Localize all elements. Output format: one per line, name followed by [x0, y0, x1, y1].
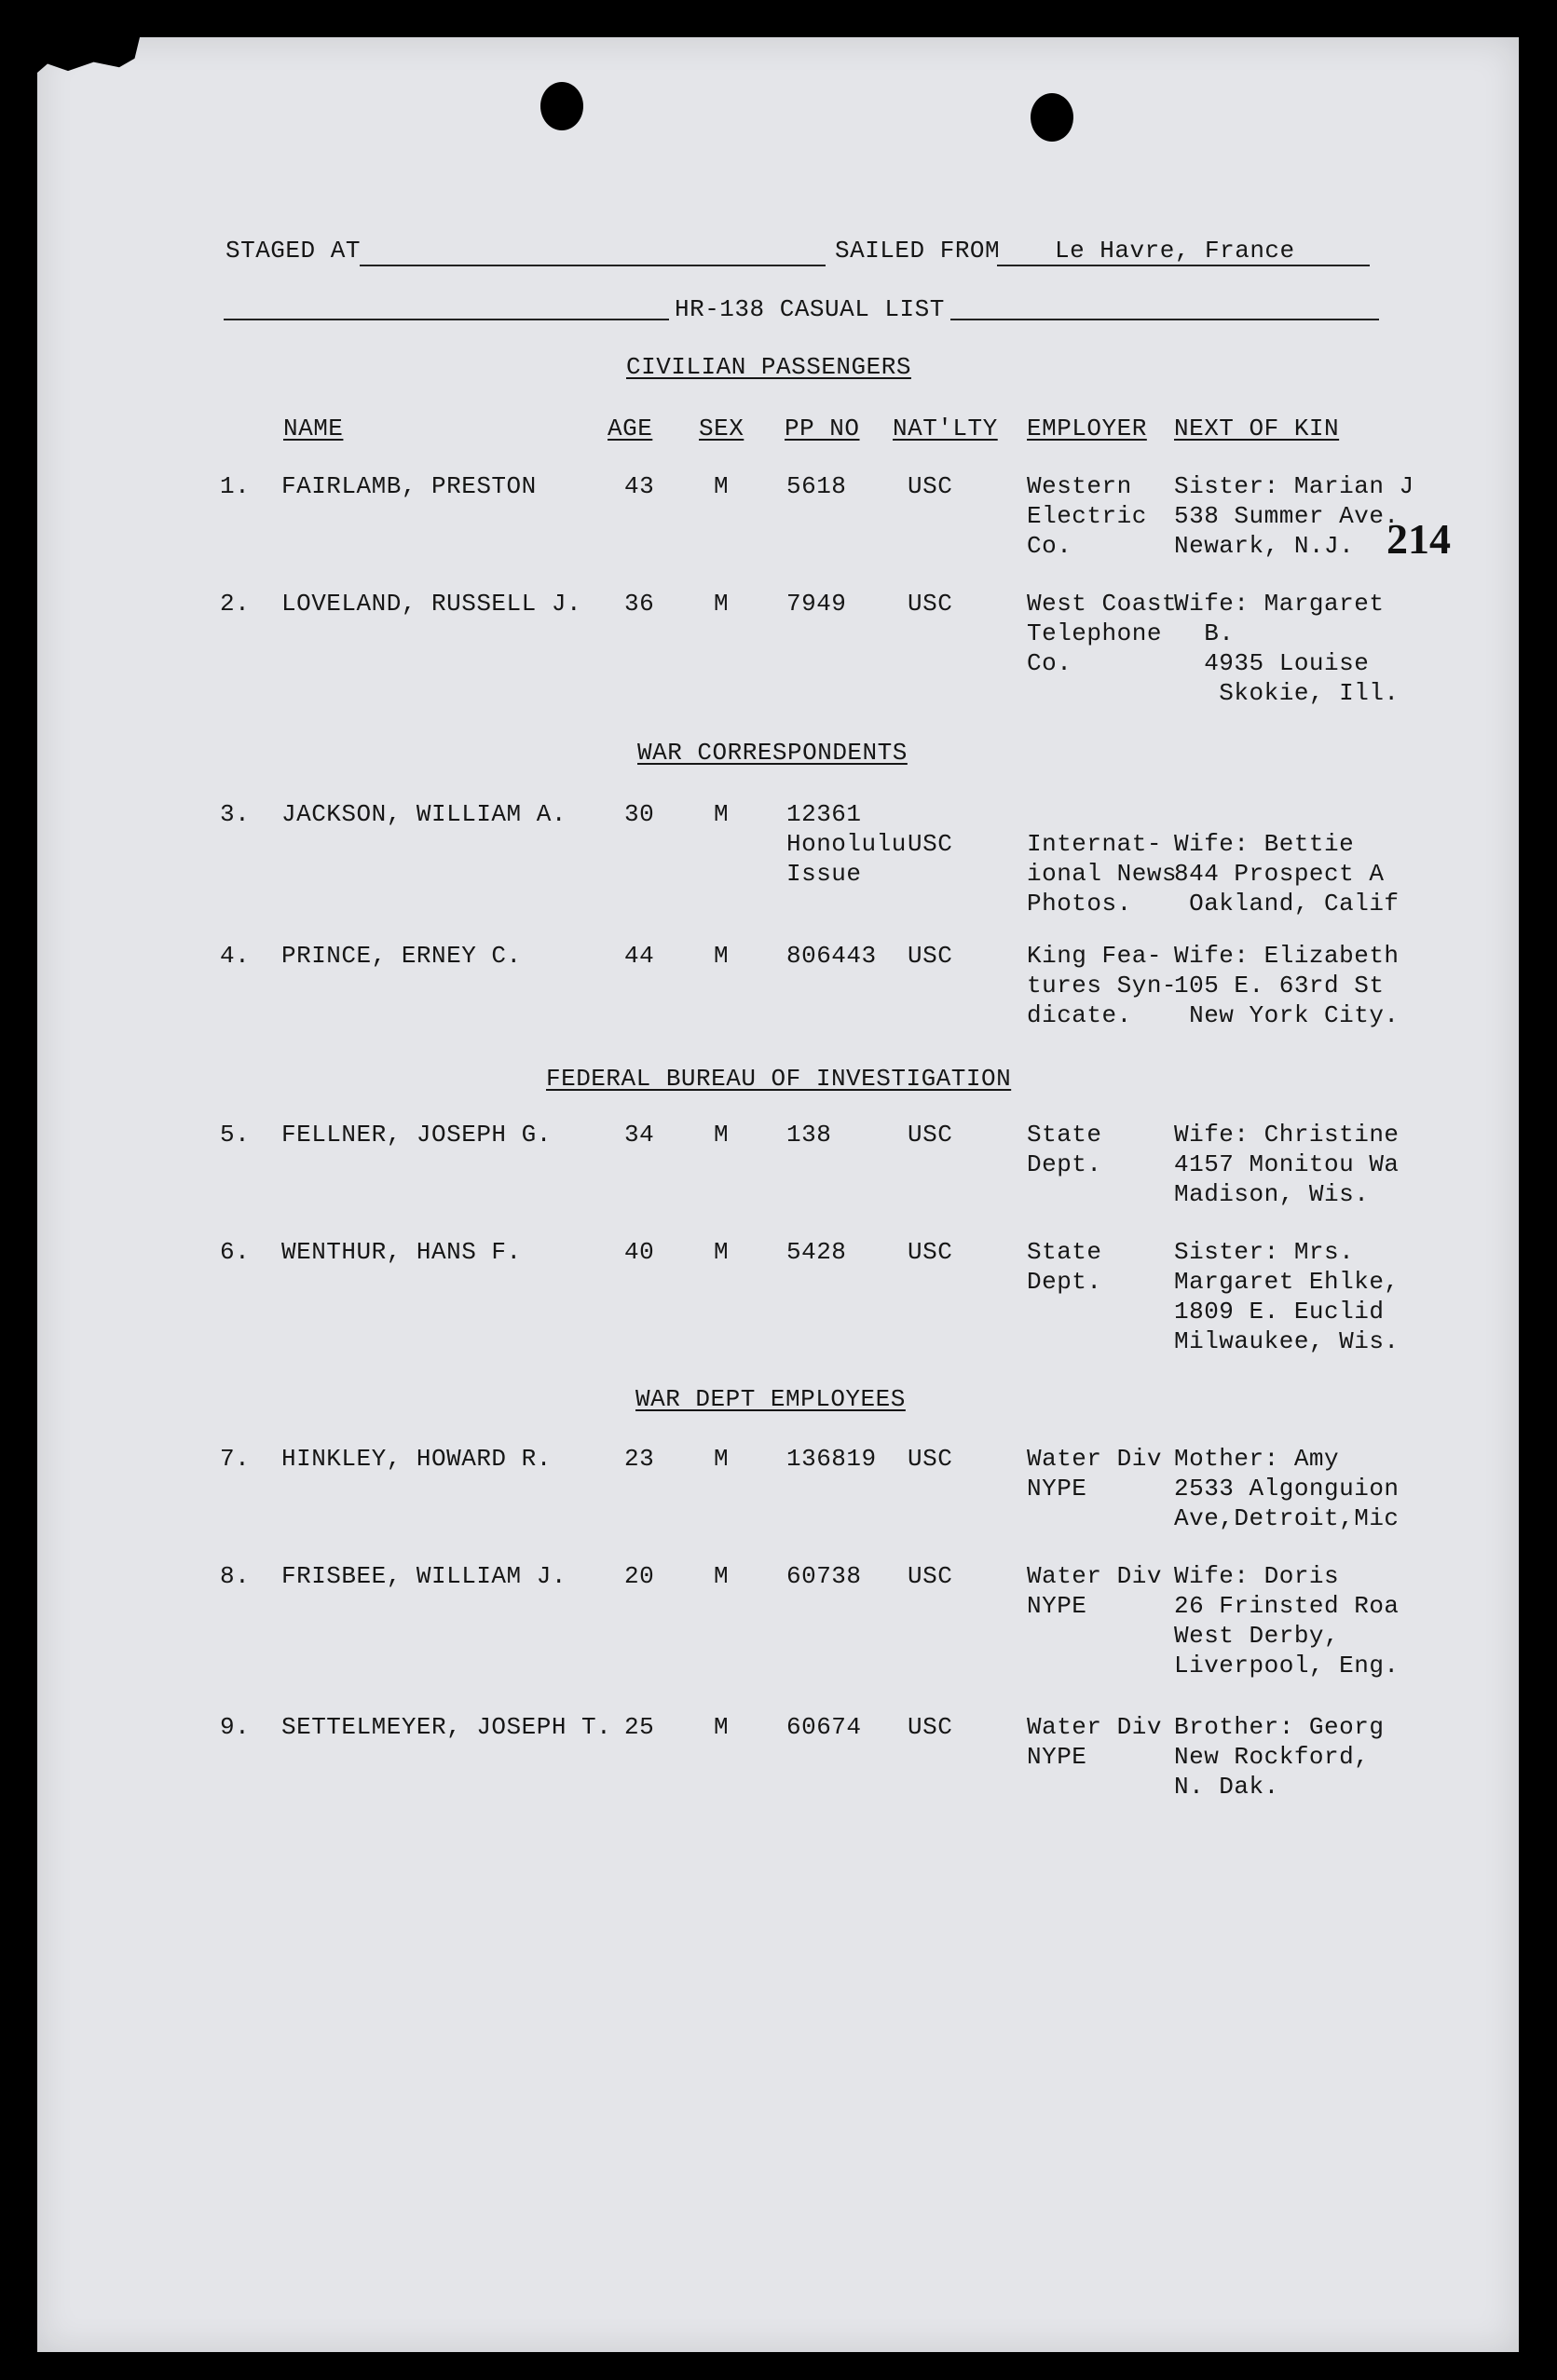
passenger-age: 30 — [624, 800, 655, 828]
passenger-name: LOVELAND, RUSSELL J. — [281, 590, 582, 618]
punch-hole-left — [540, 82, 583, 130]
nationality: USC — [908, 830, 953, 858]
row-number: 9. — [220, 1713, 251, 1741]
column-header-pp-no: PP NO — [785, 415, 860, 442]
next-of-kin: Wife: Elizabeth 105 E. 63rd St New York City. — [1174, 942, 1400, 1029]
row-number: 6. — [220, 1238, 251, 1266]
document-page — [37, 37, 1519, 2352]
nationality: USC — [908, 1713, 953, 1741]
employer: Water Div NYPE — [1027, 1713, 1162, 1771]
passenger-sex: M — [714, 1445, 730, 1473]
next-of-kin: Sister: Marian J 538 Summer Ave. Newark, N.J. — [1174, 472, 1414, 560]
passenger-age: 43 — [624, 472, 655, 500]
staged-at-blank-line — [360, 265, 826, 266]
passenger-age: 36 — [624, 590, 655, 618]
nationality: USC — [908, 590, 953, 618]
employer: King Fea- tures Syn- dicate. — [1027, 942, 1178, 1029]
section-title-war-correspondents: WAR CORRESPONDENTS — [637, 739, 908, 767]
passenger-name: FRISBEE, WILLIAM J. — [281, 1562, 567, 1590]
nationality: USC — [908, 472, 953, 500]
row-number: 4. — [220, 942, 251, 970]
employer: Western Electric Co. — [1027, 472, 1147, 560]
passenger-name: PRINCE, ERNEY C. — [281, 942, 522, 970]
row-number: 7. — [220, 1445, 251, 1473]
row-number: 1. — [220, 472, 251, 500]
column-header-age: AGE — [608, 415, 653, 442]
column-header-name: NAME — [283, 415, 344, 442]
passenger-name: SETTELMEYER, JOSEPH T. — [281, 1713, 612, 1741]
passport-number: 60738 — [786, 1562, 862, 1590]
next-of-kin: Brother: Georg New Rockford, N. Dak. — [1174, 1713, 1385, 1801]
section-title-civilian-passengers: CIVILIAN PASSENGERS — [626, 353, 911, 381]
passenger-age: 40 — [624, 1238, 655, 1266]
employer: State Dept. — [1027, 1121, 1102, 1178]
passenger-age: 44 — [624, 942, 655, 970]
torn-corner — [37, 37, 140, 73]
passport-number: 5618 — [786, 472, 847, 500]
employer: Internat- ional News Photos. — [1027, 830, 1178, 918]
passport-number: 60674 — [786, 1713, 862, 1741]
list-title: HR-138 CASUAL LIST — [669, 294, 950, 324]
passenger-sex: M — [714, 1562, 730, 1590]
employer: State Dept. — [1027, 1238, 1102, 1296]
column-header-sex: SEX — [699, 415, 744, 442]
next-of-kin: Wife: Margaret B. 4935 Louise Skokie, Ill. — [1174, 590, 1400, 707]
passport-number: 138 — [786, 1121, 832, 1149]
passenger-sex: M — [714, 1121, 730, 1149]
passport-number: 7949 — [786, 590, 847, 618]
passenger-sex: M — [714, 1238, 730, 1266]
passenger-name: FAIRLAMB, PRESTON — [281, 472, 537, 500]
passport-number: 136819 — [786, 1445, 877, 1473]
employer: West Coast Telephone Co. — [1027, 590, 1178, 677]
column-header-nationality: NAT'LTY — [893, 415, 998, 442]
row-number: 2. — [220, 590, 251, 618]
passenger-name: HINKLEY, HOWARD R. — [281, 1445, 552, 1473]
passport-number: 5428 — [786, 1238, 847, 1266]
passenger-age: 23 — [624, 1445, 655, 1473]
section-title-war-dept-employees: WAR DEPT EMPLOYEES — [635, 1385, 906, 1413]
passenger-sex: M — [714, 472, 730, 500]
passport-number: 806443 — [786, 942, 877, 970]
next-of-kin: Mother: Amy 2533 Algonguion Ave,Detroit,Mic — [1174, 1445, 1400, 1532]
passenger-age: 34 — [624, 1121, 655, 1149]
nationality: USC — [908, 1121, 953, 1149]
passenger-age: 20 — [624, 1562, 655, 1590]
passenger-sex: M — [714, 1713, 730, 1741]
employer: Water Div NYPE — [1027, 1562, 1162, 1620]
nationality: USC — [908, 1562, 953, 1590]
passenger-sex: M — [714, 590, 730, 618]
column-header-next-of-kin: NEXT OF KIN — [1174, 415, 1340, 442]
row-number: 5. — [220, 1121, 251, 1149]
next-of-kin: Wife: Christine 4157 Monitou Wa Madison, Wis. — [1174, 1121, 1400, 1208]
row-number: 8. — [220, 1562, 251, 1590]
punch-hole-right — [1031, 93, 1073, 142]
nationality: USC — [908, 942, 953, 970]
passenger-name: WENTHUR, HANS F. — [281, 1238, 522, 1266]
staged-at-label: STAGED AT — [225, 237, 361, 265]
passport-number: 12361 Honolulu Issue — [786, 800, 907, 888]
next-of-kin: Sister: Mrs. Margaret Ehlke, 1809 E. Euclid Milwaukee, Wis. — [1174, 1238, 1400, 1355]
passenger-sex: M — [714, 800, 730, 828]
employer: Water Div NYPE — [1027, 1445, 1162, 1503]
next-of-kin: Wife: Doris 26 Frinsted Roa West Derby, Liverpool, Eng. — [1174, 1562, 1400, 1680]
nationality: USC — [908, 1238, 953, 1266]
passenger-sex: M — [714, 942, 730, 970]
sailed-from-value: Le Havre, France — [1055, 237, 1295, 265]
passenger-age: 25 — [624, 1713, 655, 1741]
passenger-name: JACKSON, WILLIAM A. — [281, 800, 567, 828]
column-header-employer: EMPLOYER — [1027, 415, 1147, 442]
nationality: USC — [908, 1445, 953, 1473]
page-number-stamp: 214 — [1386, 515, 1451, 563]
sailed-from-label: SAILED FROM — [835, 237, 1001, 265]
next-of-kin: Wife: Bettie 844 Prospect A Oakland, Calif — [1174, 830, 1400, 918]
passenger-name: FELLNER, JOSEPH G. — [281, 1121, 552, 1149]
row-number: 3. — [220, 800, 251, 828]
section-title-fbi: FEDERAL BUREAU OF INVESTIGATION — [546, 1065, 1012, 1093]
